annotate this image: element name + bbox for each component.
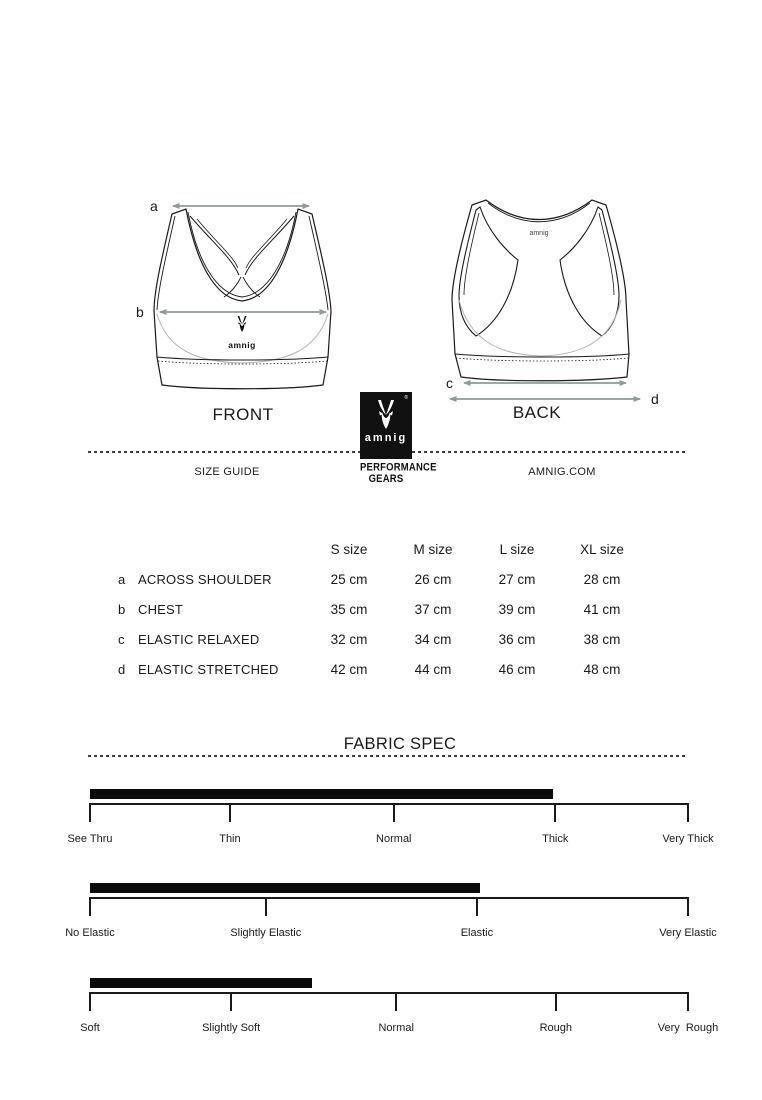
scale-tick — [89, 897, 91, 916]
size-value: 34 cm — [414, 631, 452, 647]
size-value: 42 cm — [330, 661, 368, 677]
scale-tick-label: Very Thick — [662, 833, 714, 845]
scale-tick — [89, 803, 91, 822]
size-column-header: S size — [330, 541, 368, 557]
back-view-label: BACK — [512, 403, 562, 422]
size-guide-label: SIZE GUIDE — [194, 466, 260, 478]
scale-tick-label: Very Elastic — [659, 927, 717, 939]
scale-tick — [554, 803, 556, 822]
row-label: CHEST — [138, 601, 184, 617]
measure-label-c: c — [446, 375, 453, 391]
registered-mark: ® — [404, 395, 408, 401]
scale-tick — [393, 803, 395, 822]
measure-label-a: a — [150, 198, 158, 214]
measure-label-d: d — [651, 391, 659, 407]
row-label: ELASTIC STRETCHED — [138, 661, 279, 677]
scale-axis — [90, 992, 688, 994]
scale-tick — [89, 992, 91, 1011]
scale-tick-label: Very Rough — [657, 1022, 719, 1034]
fabric-spec-title: FABRIC SPEC — [343, 735, 457, 753]
size-value: 39 cm — [498, 601, 536, 617]
brand-tagline-line1: PERFORMANCE — [360, 461, 437, 474]
size-value: 27 cm — [498, 571, 536, 587]
brand-logo-block — [360, 392, 437, 486]
size-column-header: L size — [499, 541, 535, 557]
goat-head-icon — [374, 400, 398, 430]
scale-tick-label: Thin — [219, 833, 241, 845]
scale-tick-label: Elastic — [460, 927, 494, 939]
size-column-header: XL size — [580, 541, 624, 557]
scale-tick-label: Normal — [378, 1022, 414, 1034]
website-label: AMNIG.COM — [528, 466, 596, 478]
scale-tick-label: Soft — [80, 1022, 100, 1034]
size-value: 35 cm — [330, 601, 368, 617]
size-value: 38 cm — [583, 631, 621, 647]
front-view-label: FRONT — [212, 405, 274, 424]
scale-tick — [476, 897, 478, 916]
scale-tick — [687, 897, 689, 916]
brand-tagline — [360, 461, 437, 486]
divider-dashed-fabric — [88, 755, 688, 757]
scale-tick-label: Slightly Soft — [202, 1022, 261, 1034]
scale-axis — [90, 803, 688, 805]
fabric-scale-fill-bar — [90, 883, 480, 893]
scale-tick-label: Normal — [376, 833, 412, 845]
scale-tick-label: Rough — [539, 1022, 573, 1034]
fabric-scale-elasticity — [65, 883, 717, 941]
row-label: ACROSS SHOULDER — [138, 571, 272, 587]
scale-tick-label: Slightly Elastic — [230, 927, 302, 939]
size-value: 48 cm — [583, 661, 621, 677]
size-value: 25 cm — [330, 571, 368, 587]
back-logo-word: amnig — [529, 230, 549, 237]
scale-tick-label: See Thru — [67, 833, 113, 845]
scale-tick-label: Thick — [542, 833, 569, 845]
row-key: a — [118, 571, 126, 587]
size-value: 41 cm — [583, 601, 621, 617]
fabric-scale-fill-bar — [90, 789, 553, 799]
size-value: 28 cm — [583, 571, 621, 587]
size-value: 26 cm — [414, 571, 452, 587]
fabric-scale-texture — [80, 978, 719, 1036]
front-chest-logo-word: amnig — [228, 340, 256, 350]
front-view-drawing — [154, 209, 331, 389]
scale-tick — [265, 897, 267, 916]
size-table — [104, 534, 646, 684]
brand-wordmark: amnig — [364, 432, 408, 444]
scale-tick — [395, 992, 397, 1011]
row-label: ELASTIC RELAXED — [138, 631, 260, 647]
scale-tick — [555, 992, 557, 1011]
fabric-scale-fill-bar — [90, 978, 312, 988]
size-value: 37 cm — [414, 601, 452, 617]
row-key: d — [118, 661, 126, 677]
scale-tick — [687, 992, 689, 1011]
size-value: 32 cm — [330, 631, 368, 647]
fabric-scale-thickness — [67, 789, 714, 847]
size-value: 44 cm — [414, 661, 452, 677]
scale-tick — [687, 803, 689, 822]
size-value: 36 cm — [498, 631, 536, 647]
scale-tick — [229, 803, 231, 822]
back-view-drawing — [452, 200, 629, 381]
scale-tick-label: No Elastic — [65, 927, 115, 939]
size-value: 46 cm — [498, 661, 536, 677]
row-key: b — [118, 601, 126, 617]
scale-tick — [230, 992, 232, 1011]
scale-axis — [90, 897, 688, 899]
size-column-header: M size — [413, 541, 453, 557]
brand-tagline-line2: GEARS — [368, 472, 404, 486]
measure-label-b: b — [136, 304, 144, 320]
brand-logo-square — [360, 392, 412, 459]
row-key: c — [118, 631, 125, 647]
